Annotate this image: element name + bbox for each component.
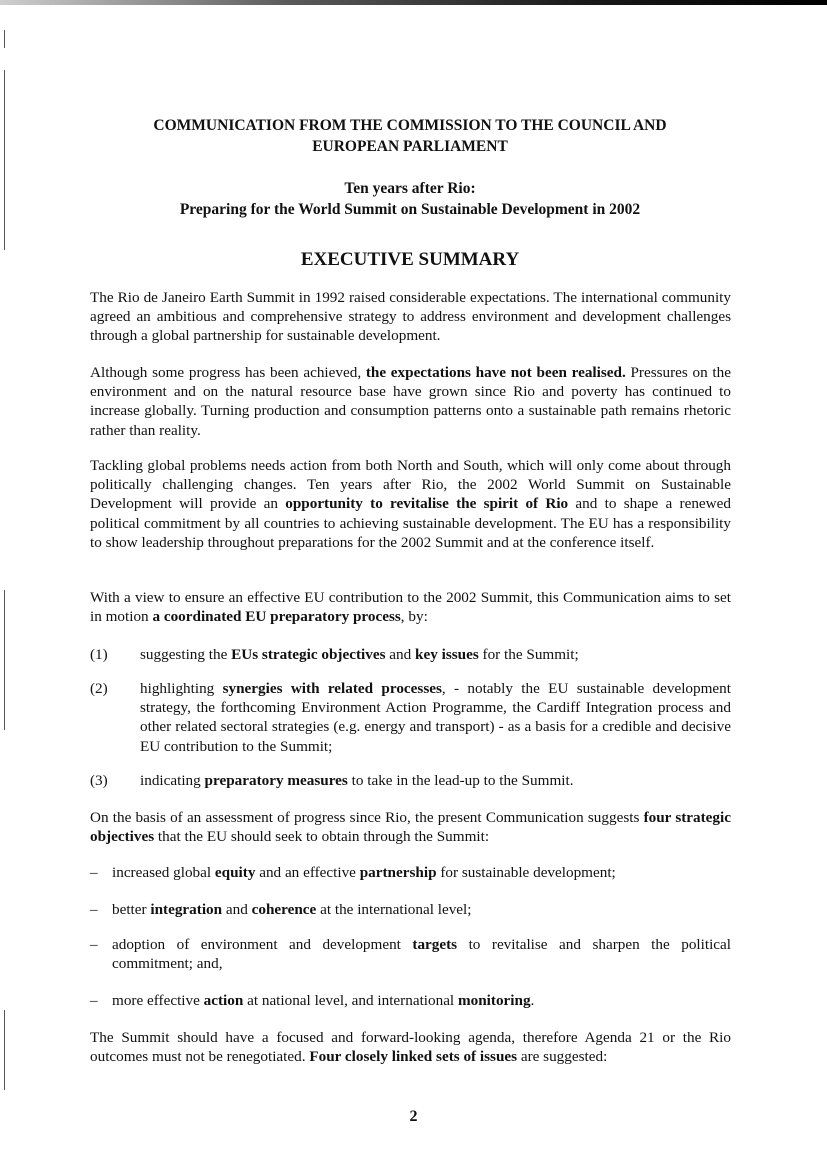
text: more effective bbox=[112, 992, 204, 1009]
emphasis: synergies with related processes bbox=[222, 680, 442, 697]
scan-margin-mark bbox=[4, 30, 5, 48]
list-item bbox=[112, 863, 731, 882]
emphasis: Four closely linked sets of issues bbox=[309, 1048, 518, 1066]
document-title bbox=[90, 115, 730, 157]
text: to revitalise and sharpen the political commitment; and, bbox=[112, 936, 731, 973]
text: . bbox=[530, 992, 535, 1009]
title-line-2: EUROPEAN PARLIAMENT bbox=[312, 138, 508, 155]
text: and bbox=[385, 646, 416, 663]
text: On the basis of an assessment of progress since Rio, the present Communication suggests bbox=[90, 809, 644, 826]
subtitle-line-2: Preparing for the World Summit on Sustainable Development in 2002 bbox=[179, 201, 641, 218]
scan-top-edge bbox=[0, 0, 827, 5]
scan-margin-mark bbox=[4, 1010, 5, 1090]
paragraph-4 bbox=[90, 588, 731, 626]
emphasis: opportunity to revitalise the spirit of Rio bbox=[285, 495, 569, 513]
emphasis: monitoring bbox=[457, 992, 531, 1009]
title-line-1: COMMUNICATION FROM THE COMMISSION TO THE COUNCIL AND bbox=[153, 117, 667, 134]
paragraph-1: The Rio de Janeiro Earth Summit in 1992 raised considerable expectations. The international community agreed an ambitious and comprehensive strategy to address environment and development challenges through a global partnership for sustainable development. bbox=[90, 289, 731, 345]
text: and to shape a renewed political commitment by all countries to achieving sustainable development. The EU has a responsibility to show leadership throughout preparations for the 2002 Summit and at the conference itself. bbox=[90, 495, 731, 551]
emphasis: action bbox=[203, 992, 244, 1009]
scan-margin-mark bbox=[4, 70, 5, 250]
emphasis: four strategic objectives bbox=[90, 809, 731, 846]
text: for the Summit; bbox=[478, 646, 579, 663]
text: highlighting bbox=[140, 680, 223, 697]
emphasis: targets bbox=[412, 936, 458, 953]
text: increased global bbox=[112, 864, 215, 881]
emphasis: preparatory measures bbox=[204, 772, 348, 789]
list-item bbox=[140, 679, 731, 756]
document-subtitle bbox=[90, 178, 730, 220]
paragraph-5 bbox=[90, 808, 731, 846]
emphasis: a coordinated EU preparatory process bbox=[152, 608, 401, 626]
list-item bbox=[112, 991, 731, 1010]
text: that the EU should seek to obtain through the Summit: bbox=[154, 828, 490, 846]
text: With a view to ensure an effective EU contribution to the 2002 Summit, this Communication aims to set in motion bbox=[90, 589, 731, 626]
dash-bullet: – bbox=[90, 901, 98, 918]
emphasis: integration bbox=[150, 901, 223, 918]
emphasis: equity bbox=[214, 864, 256, 881]
emphasis: coherence bbox=[251, 901, 317, 918]
page-number: 2 bbox=[409, 1108, 418, 1125]
list-number: (3) bbox=[90, 772, 108, 789]
text: Although some progress has been achieved, bbox=[90, 364, 366, 381]
text: for sustainable development; bbox=[436, 864, 616, 881]
text: Tackling global problems needs action from both North and South, which will only come about through politically challenging changes. Ten years after Rio, the 2002 World Summit on Sustainable Development will provide an bbox=[90, 457, 731, 513]
scan-margin-mark bbox=[4, 590, 5, 730]
list-item bbox=[140, 771, 731, 790]
emphasis: the expectations have not been realised. bbox=[365, 364, 626, 381]
text: Pressures on the environment and on the natural resource base have grown since Rio and poverty has continued to increase globally. Turning production and consumption patterns onto a sustainable path remains rhetoric rather than reality. bbox=[90, 364, 731, 439]
text: at the international level; bbox=[316, 901, 472, 918]
list-item bbox=[140, 645, 731, 664]
list-item bbox=[112, 935, 731, 973]
emphasis: partnership bbox=[359, 864, 437, 881]
text: better bbox=[112, 901, 151, 918]
text: and an effective bbox=[255, 864, 360, 881]
paragraph-3 bbox=[90, 456, 731, 552]
text: , - notably the EU sustainable development strategy, the forthcoming Environment Action Programme, the Cardiff Integration process and other related sectoral strategies (e.g. energy and transport) - as a basis for a credible and decisive EU contribution to the Summit; bbox=[140, 680, 731, 755]
dash-bullet: – bbox=[90, 864, 98, 881]
text: and bbox=[222, 901, 252, 918]
emphasis: EUs strategic objectives bbox=[231, 646, 386, 663]
text: The Summit should have a focused and forward-looking agenda, therefore Agenda 21 or the Rio outcomes must not be renegotiated. bbox=[90, 1029, 731, 1066]
list-item bbox=[112, 900, 731, 919]
dash-bullet: – bbox=[90, 936, 98, 953]
paragraph-6 bbox=[90, 1028, 731, 1066]
text: , by: bbox=[400, 608, 428, 626]
text: indicating bbox=[140, 772, 205, 789]
section-title: EXECUTIVE SUMMARY bbox=[300, 249, 520, 270]
emphasis: key issues bbox=[415, 646, 479, 663]
text: to take in the lead-up to the Summit. bbox=[347, 772, 574, 789]
dash-bullet: – bbox=[90, 992, 98, 1009]
list-number: (2) bbox=[90, 680, 108, 697]
text: adoption of environment and development bbox=[112, 936, 413, 953]
text: suggesting the bbox=[140, 646, 232, 663]
subtitle-line-1: Ten years after Rio: bbox=[344, 180, 476, 197]
text: are suggested: bbox=[517, 1048, 608, 1066]
list-number: (1) bbox=[90, 646, 108, 663]
paragraph-2 bbox=[90, 363, 731, 440]
text: at national level, and international bbox=[243, 992, 458, 1009]
